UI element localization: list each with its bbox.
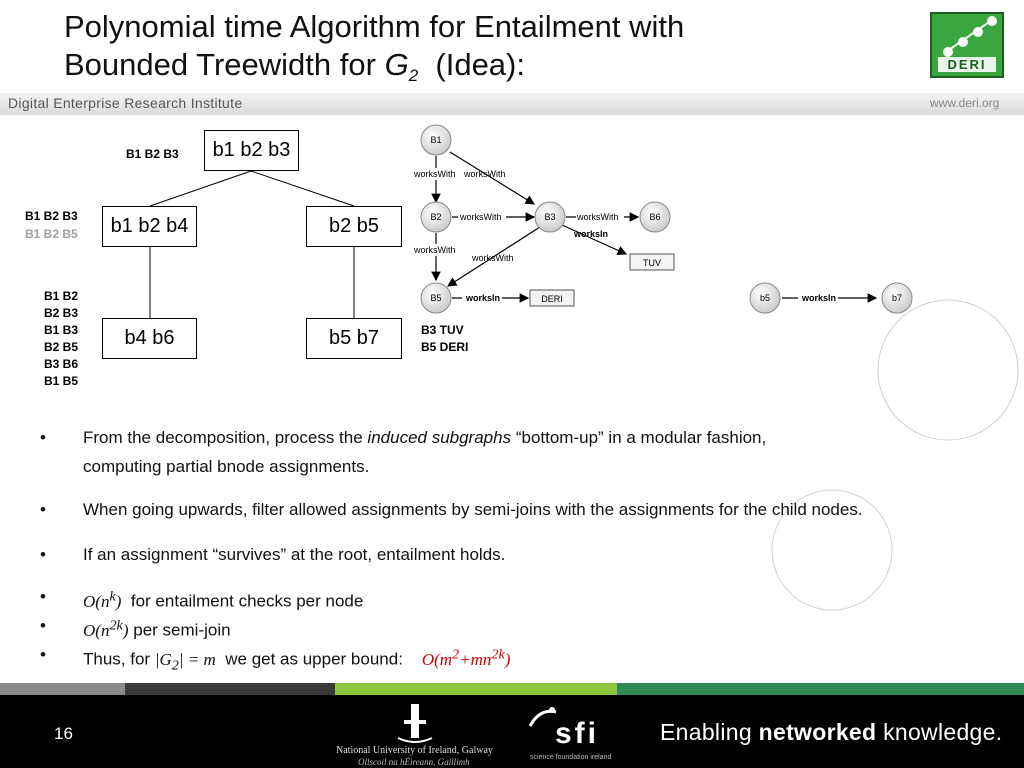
tree-node-leaf-right: b5 b7 [306, 318, 402, 359]
mid-label-2: B1 B2 B5 [25, 227, 78, 241]
edge-label: worksWith [472, 253, 514, 263]
university-name-irish: Ollscoil na hÉireann, Gaillimh [358, 757, 470, 767]
leaf-labels: B1 B2 B2 B3 B1 B3 B2 B5 B3 B6 B1 B5 [44, 289, 79, 388]
complexity-per-node: $O(n^k)$ [83, 588, 122, 611]
sfi-swoosh-icon [528, 706, 558, 734]
graph-literal-tuv: TUV [643, 258, 661, 268]
root-label: B1 B2 B3 [126, 147, 179, 161]
edge-label: worksWith [460, 212, 502, 222]
sfi-subtitle: science foundation ireland [530, 754, 612, 761]
university-name: National University of Ireland, Galway [336, 745, 493, 756]
edge-label: worksWith [577, 212, 619, 222]
tree-node-root: b1 b2 b3 [204, 130, 299, 171]
edge-label: worksIn [802, 293, 837, 303]
graph-node-b1: B1 [430, 135, 442, 145]
edge-label: worksWith [414, 169, 456, 179]
graph-node-b6: B6 [649, 212, 661, 222]
footer-bar-grey [0, 683, 125, 695]
graph-node-b5: B5 [430, 293, 442, 303]
edge-label: worksIn [574, 229, 609, 239]
tree-node-leaf-left: b4 b6 [102, 318, 197, 359]
footer-bar-lime [335, 683, 617, 695]
edge-label: worksIn [466, 293, 501, 303]
footer-bar-dark [125, 683, 335, 695]
logo-text: DERI [938, 57, 996, 72]
slide-title [64, 8, 864, 95]
title-line-1: Polynomial time Algorithm for Entailment with [64, 9, 685, 44]
complexity-semi-join: $O(n^{2k})$ [83, 617, 129, 640]
title-line-2: Bounded Treewidth for $G_2$ (Idea): [64, 47, 525, 85]
tree-node-mid-left: b1 b2 b4 [102, 206, 197, 247]
upper-bound: $O(m^2+mn^{2k})$ [421, 646, 511, 669]
leaf-right-labels: B3 TUV B5 DERI [421, 323, 469, 354]
page-number: 16 [54, 724, 73, 743]
graph-node-b3: B3 [544, 212, 556, 222]
graph-size-equation: $|G_2| = m$ [154, 649, 216, 674]
mid-label-1: B1 B2 B3 [25, 209, 78, 223]
institute-url: www.deri.org [930, 96, 1000, 110]
university-crest-icon [392, 700, 438, 746]
graph-node-b2: B2 [430, 212, 442, 222]
sfi-logo: sfi [555, 717, 600, 750]
edge-label: worksWith [414, 245, 456, 255]
tagline: Enabling networked knowledge. [660, 719, 1003, 745]
graph-literal-deri: DERI [541, 294, 563, 304]
deri-logo [930, 12, 1004, 78]
institute-name: Digital Enterprise Research Institute [8, 95, 243, 111]
edge-label: worksWith [464, 169, 506, 179]
footer-bar-green [617, 683, 1024, 695]
graph-node-b5-bnode: b5 [759, 293, 771, 303]
rdf-graph [400, 118, 940, 318]
graph-node-b7: b7 [891, 293, 903, 303]
tree-node-mid-right: b2 b5 [306, 206, 402, 247]
logo-dots-icon [932, 14, 1002, 58]
